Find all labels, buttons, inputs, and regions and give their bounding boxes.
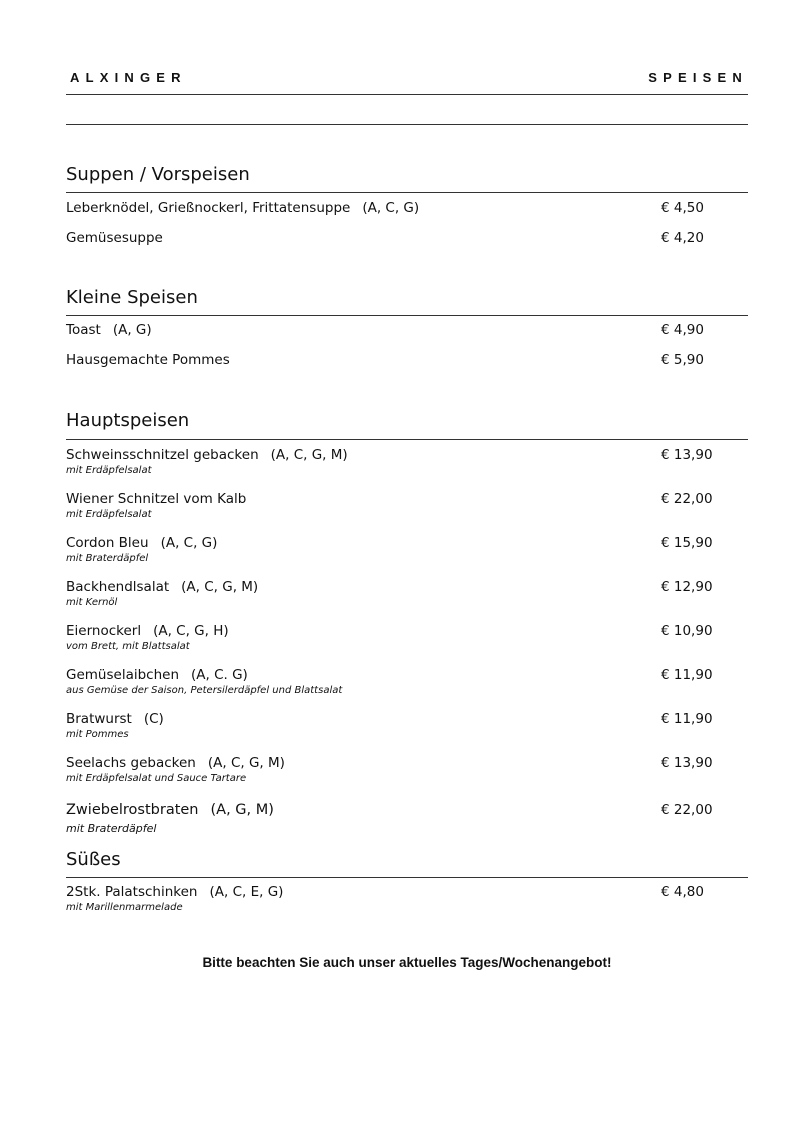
section-title-desserts: Süßes (66, 849, 121, 870)
item-name: Toast (A, G) (66, 322, 152, 338)
daily-offer-notice: Bitte beachten Sie auch unser aktuelles Tages/Wochenangebot! (202, 955, 612, 970)
item-note: mit Pommes (66, 729, 129, 740)
item-allergens: (A, C, G) (362, 200, 420, 216)
item-name: Eiernockerl (A, C, G, H) (66, 623, 229, 639)
section-title-small-dishes: Kleine Speisen (66, 287, 198, 308)
item-price: € 10,90 (661, 623, 713, 639)
section-divider (66, 315, 748, 316)
item-price: € 4,20 (661, 230, 704, 246)
item-price: € 11,90 (661, 711, 713, 727)
section-title-main-dishes: Hauptspeisen (66, 410, 190, 431)
page-header (70, 70, 748, 90)
section-divider (66, 439, 748, 440)
item-allergens: (A, C, G, M) (181, 579, 259, 595)
item-price: € 4,80 (661, 884, 704, 900)
item-note: mit Erdäpfelsalat (66, 509, 152, 520)
item-name: Zwiebelrostbraten (A, G, M) (66, 802, 274, 818)
item-note: aus Gemüse der Saison, Petersilerdäpfel und Blattsalat (66, 685, 343, 696)
item-allergens: (A, C, G, M) (270, 447, 348, 463)
item-note: mit Kernöl (66, 597, 118, 608)
item-name: Wiener Schnitzel vom Kalb (66, 491, 247, 507)
item-name: Leberknödel, Grießnockerl, Frittatensuppe (A, C, G) (66, 200, 420, 216)
item-note: vom Brett, mit Blattsalat (66, 641, 190, 652)
item-price: € 22,00 (661, 802, 713, 818)
item-name: Bratwurst (C) (66, 711, 164, 727)
item-price: € 12,90 (661, 579, 713, 595)
item-name: 2Stk. Palatschinken (A, C, E, G) (66, 884, 284, 900)
section-divider (66, 192, 748, 193)
menu-page (66, 0, 748, 1123)
item-note: mit Braterdäpfel (66, 553, 149, 564)
item-price: € 5,90 (661, 352, 704, 368)
item-name: Gemüselaibchen (A, C. G) (66, 667, 248, 683)
item-allergens: (A, G) (112, 322, 152, 338)
item-price: € 15,90 (661, 535, 713, 551)
item-note: mit Marillenmarmelade (66, 902, 183, 913)
item-price: € 4,90 (661, 322, 704, 338)
section-divider (66, 877, 748, 878)
item-allergens: (A, C, G) (160, 535, 218, 551)
item-note: mit Erdäpfelsalat (66, 465, 152, 476)
item-price: € 4,50 (661, 200, 704, 216)
item-allergens: (C) (143, 711, 164, 727)
item-allergens: (A, C, G, H) (153, 623, 229, 639)
item-note: mit Braterdäpfel (66, 822, 157, 835)
header-divider-second (66, 124, 748, 125)
item-name: Backhendlsalat (A, C, G, M) (66, 579, 259, 595)
item-price: € 11,90 (661, 667, 713, 683)
item-name: Seelachs gebacken (A, C, G, M) (66, 755, 285, 771)
header-divider (66, 94, 748, 95)
item-name: Cordon Bleu (A, C, G) (66, 535, 218, 551)
page-category: SPEISEN (648, 70, 748, 85)
item-price: € 13,90 (661, 447, 713, 463)
item-price: € 13,90 (661, 755, 713, 771)
item-allergens: (A, G, M) (210, 802, 274, 818)
item-allergens: (A, C, G, M) (207, 755, 285, 771)
restaurant-name: ALXINGER (70, 70, 187, 85)
item-note: mit Erdäpfelsalat und Sauce Tartare (66, 773, 247, 784)
item-allergens: (A, C, E, G) (209, 884, 284, 900)
item-allergens: (A, C. G) (191, 667, 248, 683)
item-name: Schweinsschnitzel gebacken (A, C, G, M) (66, 447, 348, 463)
section-title-soups: Suppen / Vorspeisen (66, 164, 250, 185)
item-price: € 22,00 (661, 491, 713, 507)
item-name: Hausgemachte Pommes (66, 352, 230, 368)
item-name: Gemüsesuppe (66, 230, 163, 246)
